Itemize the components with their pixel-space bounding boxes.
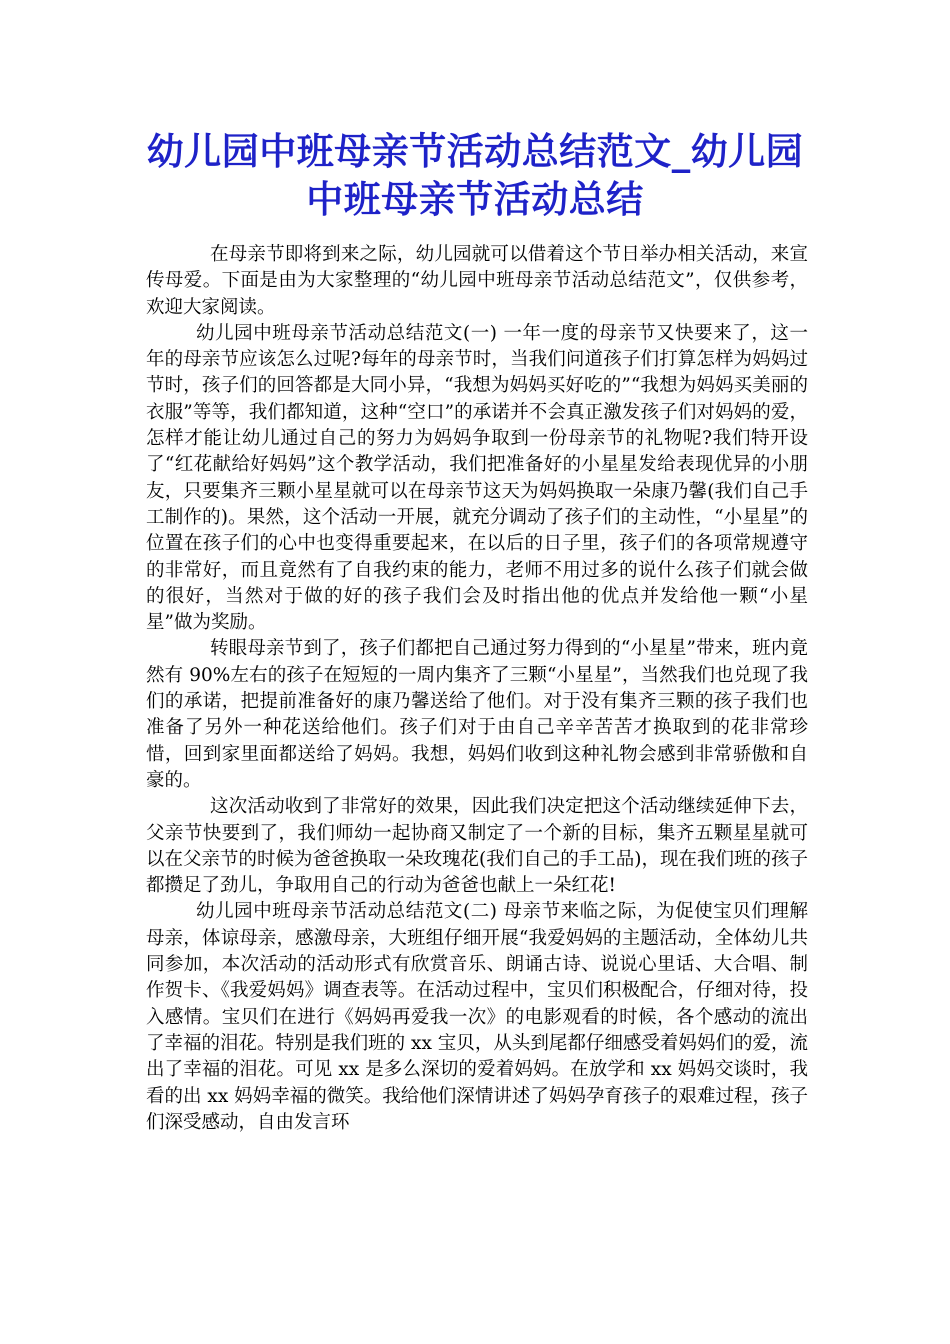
sample-one-paragraph: 幼儿园中班母亲节活动总结范文(一) 一年一度的母亲节又快要来了，这一年的母亲节应该怎么过呢?每年的母亲节时，当我们问道孩子们打算怎样为妈妈过节时，孩子们的回答都是大同小异，“我想为妈妈买好吃的”“我想为妈妈买美丽的衣服”等等，我们都知道，这种“空口”的承诺并不会真正激发孩子们对妈妈的爱，怎样才能让幼儿通过自己的努力为妈妈争取到一份母亲节的礼物呢?我们特开设了“红花献给好妈妈”这个教学活动，我们把准备好的小星星发给表现优异的小朋友，只要集齐三颗小星星就可以在母亲节这天为妈妈换取一朵康乃馨(我们自己手工制作的)。果然，这个活动一开展，就充分调动了孩子们的主动性，“小星星”的位置在孩子们的心中也变得重要起来，在以后的日子里，孩子们的各项常规遵守的非常好，而且竟然有了自我约束的能力，老师不用过多的说什么孩子们就会做的很好，当然对于做的好的孩子我们会及时指出他的优点并发给他一颗“小星星”做为奖励。 xyxy=(146,322,808,634)
document-body xyxy=(146,242,808,1136)
fathers-day-paragraph: 这次活动收到了非常好的效果，因此我们决定把这个活动继续延伸下去，父亲节快要到了，我们师幼一起协商又制定了一个新的目标，集齐五颗星星就可以在父亲节的时候为爸爸换取一朵玫瑰花(我们自己的手工品)，现在我们班的孩子都攒足了劲儿，争取用自己的行动为爸爸也献上一朵红花! xyxy=(146,796,808,897)
document-title: 幼儿园中班母亲节活动总结范文_幼儿园中班母亲节活动总结 xyxy=(146,130,804,221)
intro-paragraph: 在母亲节即将到来之际，幼儿园就可以借着这个节日举办相关活动，来宣传母爱。下面是由为大家整理的“幼儿园中班母亲节活动总结范文”，仅供参考，欢迎大家阅读。 xyxy=(146,244,808,318)
mothers-day-paragraph: 转眼母亲节到了，孩子们都把自己通过努力得到的“小星星”带来，班内竟然有 90%左右的孩子在短短的一周内集齐了三颗“小星星”，当然我们也兑现了我们的承诺，把提前准备好的康乃馨送给了他们。对于没有集齐三颗的孩子我们也准备了另外一种花送给他们。孩子们对于由自己辛辛苦苦才换取到的花非常珍惜，回到家里面都送给了妈妈。我想，妈妈们收到这种礼物会感到非常骄傲和自豪的。 xyxy=(146,638,808,791)
sample-two-paragraph: 幼儿园中班母亲节活动总结范文(二) 母亲节来临之际，为促使宝贝们理解母亲，体谅母亲，感激母亲，大班组仔细开展“我爱妈妈的主题活动，全体幼儿共同参加，本次活动的活动形式有欣赏音乐、朗诵古诗、说说心里话、大合唱、制作贺卡、《我爱妈妈》调查表等。在活动过程中，宝贝们积极配合，仔细对待，投入感情。宝贝们在进行《妈妈再爱我一次》的电影观看的时候，各个感动的流出了幸福的泪花。特别是我们班的 xx 宝贝，从头到尾都仔细感受着妈妈们的爱，流出了幸福的泪花。可见 xx 是多么深切的爱着妈妈。在放学和 xx 妈妈交谈时，我看的出 xx 妈妈幸福的微笑。我给他们深情讲述了妈妈孕育孩子的艰难过程，孩子们深受感动，自由发言环 xyxy=(146,901,808,1133)
